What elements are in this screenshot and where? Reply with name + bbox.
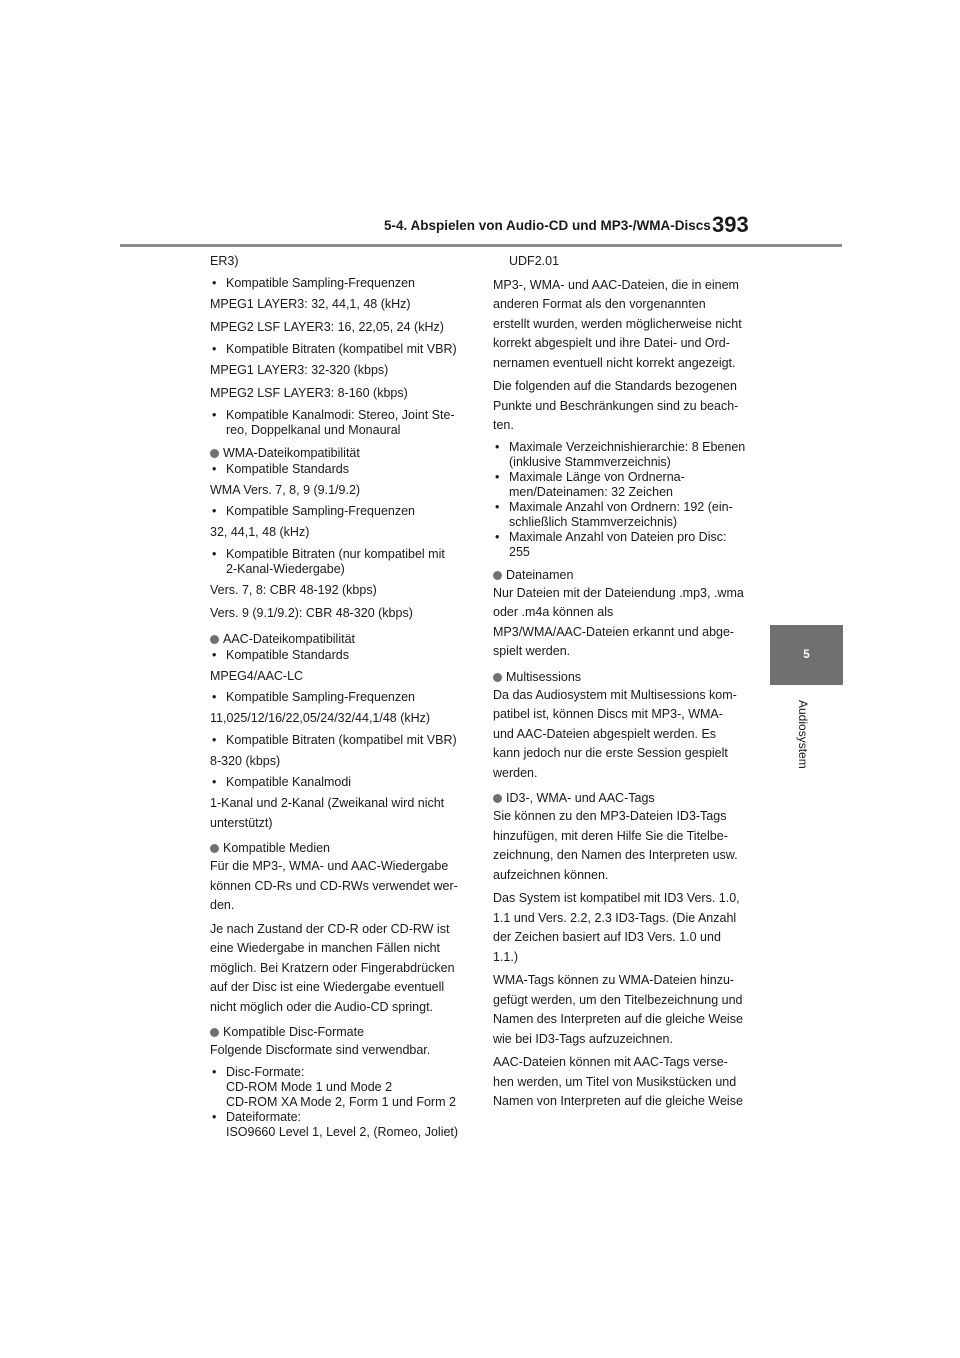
paragraph: Vers. 9 (9.1/9.2): CBR 48-320 (kbps) bbox=[210, 606, 413, 620]
paragraph-line: den. bbox=[210, 898, 235, 912]
paragraph-line: möglich. Bei Kratzern oder Fingerabdrücken bbox=[210, 960, 455, 975]
bullet-icon: • bbox=[495, 439, 500, 454]
bullet-item bbox=[210, 276, 478, 291]
bullet-text: Maximale Verzeichnishierarchie: 8 Ebenen (inklusive Stammverzeichnis) bbox=[509, 439, 746, 469]
paragraph-line: spielt werden. bbox=[493, 644, 571, 658]
bullet-text: Kompatible Kanalmodi: Stereo, Joint Ste- reo, Doppelkanal und Monaural bbox=[226, 407, 455, 437]
bullet-item bbox=[210, 733, 478, 748]
paragraph-line: MP3-, WMA- und AAC-Dateien, die in einem bbox=[493, 277, 739, 292]
paragraph-line: 1.1 und Vers. 2.2, 2.3 ID3-Tags. (Die Anzahl bbox=[493, 910, 737, 925]
paragraph-line: Namen von Interpreten auf die gleiche Weise bbox=[493, 1094, 743, 1108]
bullet-icon: • bbox=[495, 529, 500, 544]
paragraph-line: erstellt wurden, werden möglicherweise nicht bbox=[493, 316, 742, 331]
chapter-header-title: 5-4. Abspielen von Audio-CD und MP3-/WMA-Discs bbox=[384, 218, 711, 233]
bullet-text: Kompatible Bitraten (kompatibel mit VBR) bbox=[226, 341, 457, 356]
paragraph-line: zeichnung, den Namen des Interpreten usw. bbox=[493, 848, 738, 862]
bullet-icon: • bbox=[495, 469, 500, 484]
paragraph-line: wie bei ID3-Tags aufzuzeichnen. bbox=[493, 1031, 673, 1046]
paragraph-line: korrekt abgespielt und ihre Datei- und Ord- bbox=[493, 336, 730, 350]
paragraph: ER3) bbox=[210, 254, 239, 268]
paragraph: 11,025/12/16/22,05/24/32/44,1/48 (kHz) bbox=[210, 711, 431, 725]
bullet-text: Kompatible Standards bbox=[226, 647, 349, 662]
bullet-item bbox=[210, 408, 478, 438]
paragraph-line: hinzufügen, mit deren Hilfe Sie die Titelbe- bbox=[493, 828, 728, 843]
bullet-item bbox=[210, 504, 478, 519]
bullet-item bbox=[210, 1110, 478, 1140]
bullet-text: Maximale Anzahl von Dateien pro Disc: 255 bbox=[509, 529, 727, 559]
paragraph: WMA Vers. 7, 8, 9 (9.1/9.2) bbox=[210, 482, 361, 497]
bullet-item bbox=[210, 462, 478, 477]
paragraph-line: gefügt werden, um den Titelbezeichnung und bbox=[493, 992, 743, 1007]
paragraph-line: Punkte und Beschränkungen sind zu beach- bbox=[493, 398, 739, 413]
bullet-item bbox=[210, 775, 478, 790]
bullet-icon: • bbox=[212, 341, 217, 356]
paragraph-line: kann jedoch nur die erste Session gespielt bbox=[493, 746, 728, 760]
section-heading bbox=[493, 568, 761, 583]
paragraph-line: Das System ist kompatibel mit ID3 Vers. 1.0, bbox=[493, 891, 740, 905]
paragraph-line: nicht möglich oder die Audio-CD springt. bbox=[210, 999, 434, 1014]
section-heading bbox=[210, 841, 478, 856]
section-heading bbox=[210, 446, 478, 461]
paragraph-line: unterstützt) bbox=[210, 815, 273, 830]
paragraph-line: MP3/WMA/AAC-Dateien erkannt und abge- bbox=[493, 624, 735, 639]
circle-bullet-icon bbox=[210, 635, 219, 644]
left-column bbox=[210, 252, 478, 1144]
bullet-text: Disc-Formate: CD-ROM Mode 1 und Mode 2 CD-ROM XA Mode 2, Form 1 und Form 2 bbox=[226, 1064, 456, 1109]
bullet-item bbox=[210, 547, 478, 577]
section-heading bbox=[493, 791, 761, 806]
paragraph: MPEG1 LAYER3: 32-320 (kbps) bbox=[210, 362, 389, 377]
bullet-text: Maximale Anzahl von Ordnern: 192 (ein- schließlich Stammverzeichnis) bbox=[509, 499, 733, 529]
bullet-text: Kompatible Sampling-Frequenzen bbox=[226, 690, 415, 704]
section-heading bbox=[210, 632, 478, 647]
circle-bullet-icon bbox=[493, 571, 502, 580]
paragraph-line: aufzeichnen können. bbox=[493, 867, 609, 882]
section-heading bbox=[210, 1025, 478, 1040]
circle-bullet-icon bbox=[210, 844, 219, 853]
section-heading-text: Kompatible Medien bbox=[223, 841, 331, 855]
paragraph-line: Für die MP3-, WMA- und AAC-Wiedergabe bbox=[210, 859, 449, 873]
paragraph: Folgende Discformate sind verwendbar. bbox=[210, 1043, 431, 1057]
paragraph-line: der Zeichen basiert auf ID3 Vers. 1.0 und bbox=[493, 930, 721, 944]
circle-bullet-icon bbox=[210, 449, 219, 458]
bullet-icon: • bbox=[212, 275, 217, 290]
paragraph-line: werden. bbox=[493, 765, 538, 780]
chapter-tab bbox=[770, 625, 843, 685]
paragraph: 32, 44,1, 48 (kHz) bbox=[210, 525, 310, 539]
paragraph-line: eine Wiedergabe in manchen Fällen nicht bbox=[210, 941, 440, 955]
bullet-text: Kompatible Standards bbox=[226, 461, 349, 476]
paragraph: MPEG2 LSF LAYER3: 16, 22,05, 24 (kHz) bbox=[210, 320, 444, 334]
paragraph-line: anderen Format als den vorgenannten bbox=[493, 297, 706, 311]
bullet-text: Maximale Länge von Ordnerna- men/Dateinamen: 32 Zeichen bbox=[509, 469, 685, 499]
section-heading-text: ID3-, WMA- und AAC-Tags bbox=[506, 791, 655, 805]
section-heading-text: Kompatible Disc-Formate bbox=[223, 1025, 365, 1039]
chapter-tab-number: 5 bbox=[803, 649, 810, 661]
bullet-item bbox=[493, 470, 761, 500]
paragraph: MPEG1 LAYER3: 32, 44,1, 48 (kHz) bbox=[210, 296, 411, 311]
paragraph-line: oder .m4a können als bbox=[493, 605, 614, 619]
circle-bullet-icon bbox=[493, 794, 502, 803]
paragraph-line: Da das Audiosystem mit Multisessions kom- bbox=[493, 687, 737, 702]
bullet-text: Kompatible Sampling-Frequenzen bbox=[226, 504, 415, 518]
section-heading-text: WMA-Dateikompatibilität bbox=[223, 445, 360, 460]
section-heading-text: Multisessions bbox=[506, 669, 582, 684]
paragraph-line: Namen des Interpreten auf die gleiche Weise bbox=[493, 1012, 743, 1026]
bullet-icon: • bbox=[212, 504, 217, 518]
bullet-item bbox=[493, 500, 761, 530]
circle-bullet-icon bbox=[210, 1028, 219, 1037]
bullet-icon: • bbox=[495, 499, 500, 514]
section-heading-text: Dateinamen bbox=[506, 567, 574, 582]
paragraph-line: Sie können zu den MP3-Dateien ID3-Tags bbox=[493, 809, 727, 823]
bullet-item bbox=[210, 1065, 478, 1110]
bullet-icon: • bbox=[212, 461, 217, 476]
paragraph: 8-320 (kbps) bbox=[210, 753, 281, 768]
bullet-icon: • bbox=[212, 775, 217, 789]
bullet-icon: • bbox=[212, 546, 217, 561]
paragraph-line: hen werden, um Titel von Musikstücken und bbox=[493, 1074, 737, 1089]
bullet-text: Kompatible Bitraten (kompatibel mit VBR) bbox=[226, 732, 457, 747]
section-heading bbox=[493, 670, 761, 685]
section-heading-text: AAC-Dateikompatibilität bbox=[223, 631, 355, 646]
paragraph-line: 1.1.) bbox=[493, 949, 519, 964]
paragraph-line: und AAC-Dateien abgespielt werden. Es bbox=[493, 726, 717, 741]
paragraph-line: patibel ist, können Discs mit MP3-, WMA- bbox=[493, 707, 723, 721]
chapter-tab-label: Audiosystem bbox=[796, 700, 810, 769]
bullet-item bbox=[493, 530, 761, 560]
bullet-icon: • bbox=[212, 1109, 217, 1124]
bullet-text: Dateiformate: ISO9660 Level 1, Level 2, (Romeo, Joliet) bbox=[226, 1109, 459, 1139]
page-number: 393 bbox=[712, 212, 749, 237]
paragraph: Vers. 7, 8: CBR 48-192 (kbps) bbox=[210, 582, 377, 597]
paragraph-line: auf der Disc ist eine Wiedergabe eventuell bbox=[210, 980, 445, 994]
bullet-text: Kompatible Sampling-Frequenzen bbox=[226, 275, 415, 290]
paragraph-line: Je nach Zustand der CD-R oder CD-RW ist bbox=[210, 921, 450, 936]
bullet-icon: • bbox=[212, 690, 217, 704]
right-column bbox=[493, 252, 761, 1112]
bullet-icon: • bbox=[212, 732, 217, 747]
bullet-item bbox=[210, 342, 478, 357]
paragraph-line: AAC-Dateien können mit AAC-Tags verse- bbox=[493, 1055, 728, 1069]
paragraph: MPEG2 LSF LAYER3: 8-160 (kbps) bbox=[210, 386, 408, 400]
bullet-item bbox=[210, 690, 478, 705]
paragraph-line: Die folgenden auf die Standards bezogenen bbox=[493, 379, 737, 393]
paragraph-line: WMA-Tags können zu WMA-Dateien hinzu- bbox=[493, 973, 735, 987]
paragraph-line: Nur Dateien mit der Dateiendung .mp3, .wma bbox=[493, 585, 744, 600]
bullet-icon: • bbox=[212, 647, 217, 662]
bullet-text: Kompatible Kanalmodi bbox=[226, 775, 352, 789]
paragraph: MPEG4/AAC-LC bbox=[210, 668, 304, 683]
paragraph-line: 1-Kanal und 2-Kanal (Zweikanal wird nicht bbox=[210, 796, 445, 810]
paragraph-line: können CD-Rs und CD-RWs verwendet wer- bbox=[210, 878, 458, 893]
bullet-text: Kompatible Bitraten (nur kompatibel mit 2-Kanal-Wiedergabe) bbox=[226, 546, 445, 576]
paragraph-line: nernamen eventuell nicht korrekt angezeigt. bbox=[493, 355, 736, 370]
header-divider bbox=[120, 244, 842, 247]
circle-bullet-icon bbox=[493, 673, 502, 682]
paragraph: UDF2.01 bbox=[509, 254, 560, 268]
paragraph-line: ten. bbox=[493, 418, 514, 432]
bullet-icon: • bbox=[212, 1064, 217, 1079]
bullet-item bbox=[210, 648, 478, 663]
bullet-item bbox=[493, 440, 761, 470]
bullet-icon: • bbox=[212, 407, 217, 422]
